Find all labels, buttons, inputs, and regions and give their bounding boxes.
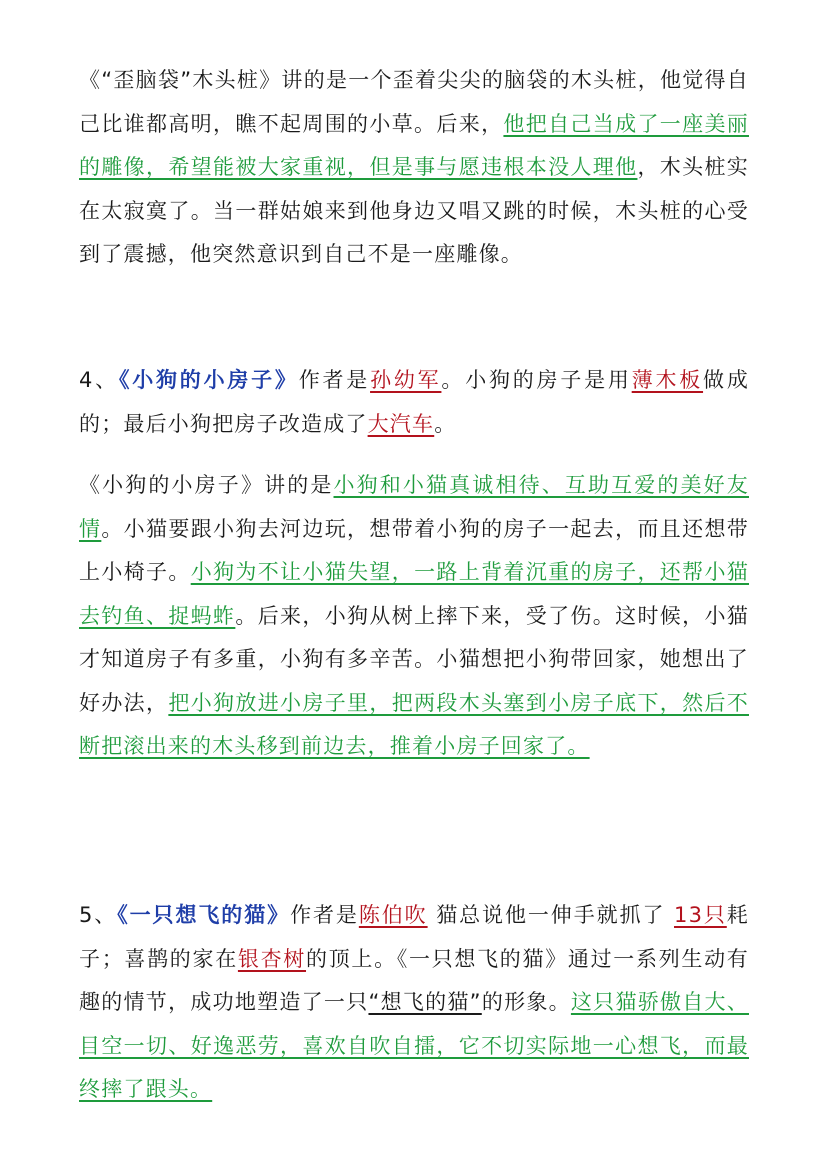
answer-tree: 银杏树: [237, 946, 307, 971]
key-point-highlight: 他把自己当成了一座美丽的雕像，希望能被大家重视，但是事与愿违根本没人理他: [79, 111, 749, 179]
answer-image: “想飞的猫”: [368, 990, 482, 1014]
key-point-highlight: 这只猫骄傲自大、目空一切、好逸恶劳，喜欢自吹自擂，它不切实际地一心想飞，而最终摔了跟头。: [79, 990, 749, 1101]
text: 作者是: [290, 903, 359, 927]
paragraph-item-5-facts: [79, 894, 749, 1112]
text: 。小狗的房子是用: [441, 368, 632, 392]
key-point-highlight: 小狗为不让小猫失望，一路上背着沉重的房子，还帮小猫去钓鱼、捉蚂蚱: [79, 560, 750, 628]
text: 作者是: [298, 368, 371, 392]
text: 。后来，小狗从树上摔下来，受了伤。这时候，小猫才知道房子有多重，小狗有多辛苦。小猫想把小狗带回家，她想出了好办法，: [79, 603, 749, 715]
paragraph-wooden-stake-summary: [79, 59, 749, 277]
text: 《小狗的小房子》讲的是: [79, 473, 334, 497]
answer-result: 大汽车: [367, 411, 435, 436]
item-number: 5、: [79, 903, 118, 927]
text: 耗子；喜鹊的家在: [79, 903, 749, 971]
answer-count: 13只: [674, 903, 727, 927]
text: ，木头桩实在太寂寞了。当一群姑娘来到他身边又唱又跳的时候，木头桩的心受到了震撼，他突然意识到自己不是一座雕像。: [79, 155, 750, 266]
answer-material: 薄木板: [631, 368, 704, 392]
paragraph-puppy-house-summary: [79, 464, 749, 769]
key-point-highlight: 小狗和小猫真诚相待、互助互爱的美好友情: [79, 473, 749, 541]
key-point-highlight: 把小狗放进小房子里，把两段木头塞到小房子底下，然后不断把滚出来的木头移到前边去，推着小房子回家了。: [79, 690, 749, 758]
text: 。: [434, 411, 457, 436]
text: 。小猫要跟小狗去河边玩，想带着小狗的房子一起去，而且还想带上小椅子。: [79, 516, 749, 584]
item-number: 4、: [79, 368, 119, 392]
text: 《“歪脑袋”木头桩》讲的是一个歪着尖尖的脑袋的木头桩，他觉得自己比谁都高明，瞧不起周围的小草。后来，: [79, 68, 749, 136]
paragraph-item-4-facts: [79, 359, 749, 446]
author-name: 陈伯吹: [358, 903, 428, 927]
book-title: 《一只想飞的猫》: [117, 903, 291, 927]
book-title: 《小狗的小房子》: [118, 368, 299, 392]
text: 的顶上。《一只想飞的猫》通过一系列生动有趣的情节，成功地塑造了一只: [79, 946, 750, 1014]
author-name: 孙幼军: [370, 368, 442, 392]
text: 的形象。: [481, 990, 571, 1014]
text: 猫总说他一伸手就抓了: [427, 903, 675, 927]
text: 做成的；最后小狗把房子改造成了: [79, 368, 750, 436]
